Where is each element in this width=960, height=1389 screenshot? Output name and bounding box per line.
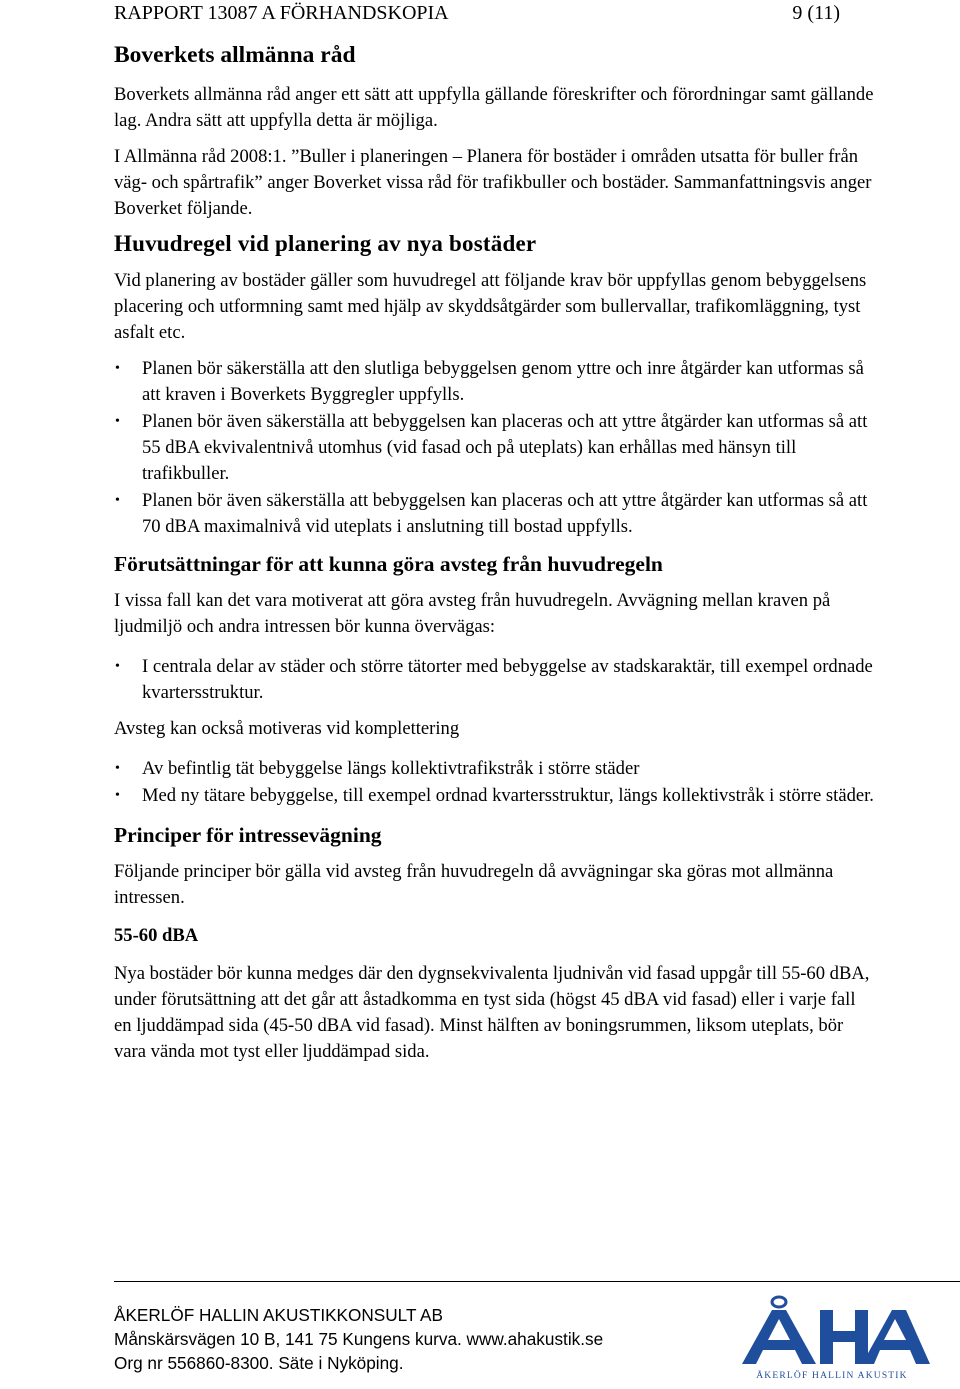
- list-item-text: Planen bör även säkerställa att bebyggelsen kan placeras och att yttre åtgärder kan utformas så att 55 dBA ekvivalentnivå utomhus (vid fasad och på uteplats) kan erhållas med hänsyn till trafikbuller.: [142, 411, 868, 484]
- logo-caption: ÅKERLÖF HALLIN AKUSTIK: [756, 1371, 908, 1381]
- paragraph: Avsteg kan också motiveras vid komplettering: [114, 718, 460, 739]
- list-item-text: I centrala delar av städer och större tätorter med bebyggelse av stadskaraktär, till exempel ordnade kvartersstruktur.: [142, 656, 873, 703]
- list-item-text: Av befintlig tät bebyggelse längs kollektivtrafikstråk i större städer: [142, 758, 640, 779]
- paragraph: I Allmänna råd 2008:1. ”Buller i planeringen – Planera för bostäder i områden utsatta för buller från väg- och spårtrafik” anger Boverket vissa råd för trafikbuller och bostäder. Sammanfattningsvis anger Boverket följande.: [114, 146, 872, 219]
- footer-contact: [114, 1303, 603, 1375]
- bullet-icon: •: [115, 788, 120, 803]
- bullet-icon: •: [115, 493, 120, 508]
- company-org-number: Org nr 556860-8300. Säte i Nyköping.: [114, 1353, 404, 1373]
- list-item-text: Planen bör även säkerställa att bebyggelsen kan placeras och att yttre åtgärder kan utformas så att 70 dBA maximalnivå vid uteplats i anslutning till bostad uppfylls.: [142, 490, 868, 537]
- page-number: 9 (11): [792, 2, 840, 24]
- report-title: RAPPORT 13087 A FÖRHANDSKOPIA: [114, 2, 449, 24]
- bullet-icon: •: [115, 361, 120, 376]
- footer-divider: [114, 1281, 960, 1282]
- paragraph: Boverkets allmänna råd anger ett sätt att uppfylla gällande föreskrifter och förordningar samt gällande lag. Andra sätt att uppfylla detta är möjliga.: [114, 84, 874, 131]
- bullet-list: [114, 756, 874, 809]
- bullet-icon: •: [115, 659, 120, 674]
- bullet-list: [114, 654, 874, 706]
- section-heading-huvudregel: Huvudregel vid planering av nya bostäder: [114, 231, 537, 256]
- paragraph: Vid planering av bostäder gäller som huvudregel att följande krav bör uppfyllas genom bebyggelsens placering och utformning samt med hjälp av skyddsåtgärder som bullervallar, trafikomläggning, tyst asfalt etc.: [114, 270, 867, 343]
- section-heading-forutsattningar: Förutsättningar för att kunna göra avsteg från huvudregeln: [114, 552, 663, 576]
- list-item: [114, 488, 874, 540]
- list-item: [114, 409, 874, 487]
- paragraph: Nya bostäder bör kunna medges där den dygnsekvivalenta ljudnivån vid fasad uppgår till 55-60 dBA, under förutsättning att det går att åstadkomma en tyst sida (högst 45 dBA vid fasad) eller i varje fall en ljuddämpad sida (45-50 dBA vid fasad). Minst hälften av boningsrummen, liksom uteplats, bör vara vända mot tyst eller ljuddämpad sida.: [114, 963, 870, 1062]
- company-name: ÅKERLÖF HALLIN AKUSTIKKONSULT AB: [114, 1305, 443, 1325]
- list-item: [114, 654, 874, 706]
- list-item: [114, 356, 874, 408]
- list-item-text: Med ny tätare bebyggelse, till exempel ordnad kvartersstruktur, längs kollektivstråk i större städer.: [142, 785, 874, 806]
- company-address: Månskärsvägen 10 B, 141 75 Kungens kurva. www.ahakustik.se: [114, 1329, 604, 1349]
- list-item: [114, 756, 874, 782]
- bullet-list: [114, 356, 874, 540]
- document-body: [114, 40, 874, 1075]
- list-item: [114, 783, 874, 809]
- list-item-text: Planen bör säkerställa att den slutliga bebyggelsen genom yttre och inre åtgärder kan utformas så att kraven i Boverkets Byggregler uppfylls.: [142, 358, 864, 405]
- bullet-icon: •: [115, 414, 120, 429]
- paragraph: I vissa fall kan det vara motiverat att göra avsteg från huvudregeln. Avvägning mellan kraven på ljudmiljö och andra intressen bör kunna övervägas:: [114, 590, 831, 637]
- bullet-icon: •: [115, 761, 120, 776]
- page-header: [114, 2, 840, 30]
- paragraph: Följande principer bör gälla vid avsteg från huvudregeln då avvägningar ska göras mot allmänna intressen.: [114, 861, 834, 908]
- aha-logo-icon: [734, 1292, 930, 1382]
- section-heading-principer: Principer för intressevägning: [114, 823, 382, 847]
- subheading-55-60-dba: 55-60 dBA: [114, 925, 199, 946]
- section-heading-allmanna-rad: Boverkets allmänna råd: [114, 42, 356, 68]
